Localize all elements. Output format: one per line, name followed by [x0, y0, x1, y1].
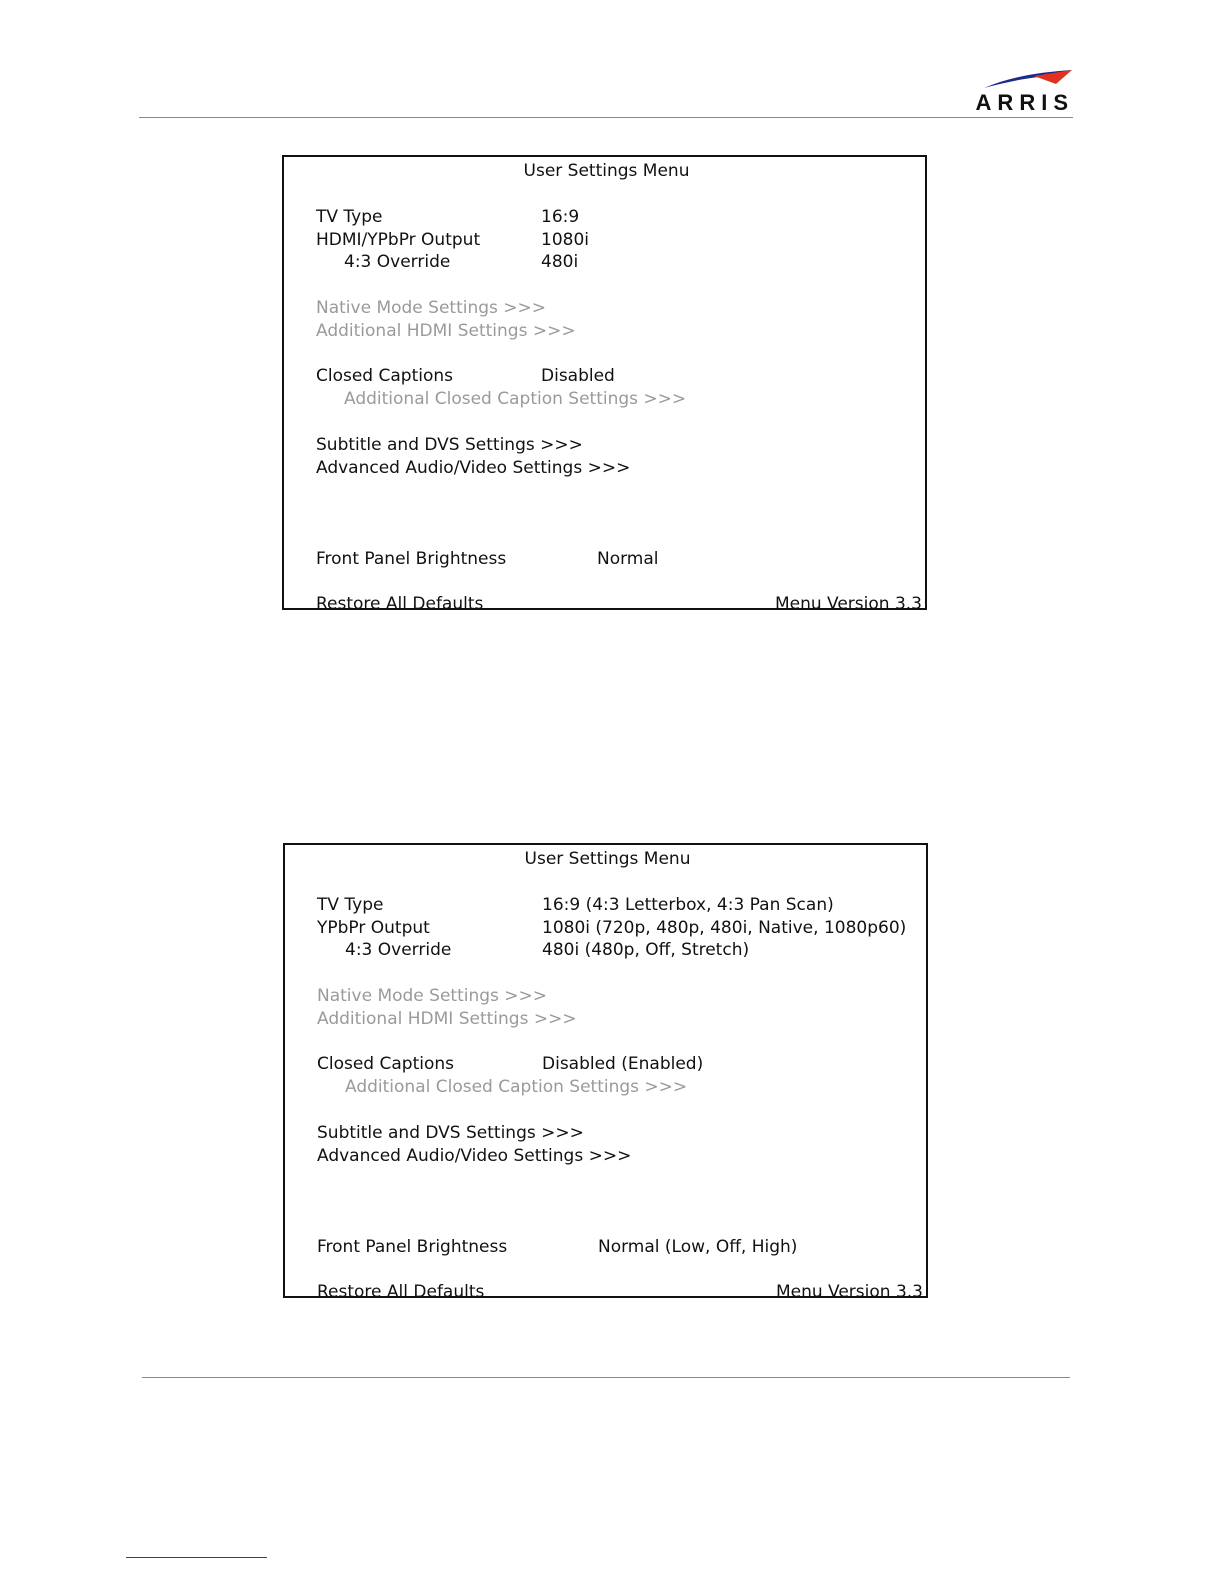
- output-label: HDMI/YPbPr Output: [316, 230, 481, 250]
- override-value: 480i: [541, 252, 579, 272]
- tv-type-value: 16:9: [541, 207, 580, 227]
- restore-defaults: Restore All Defaults: [316, 594, 484, 614]
- additional-cc-settings: Additional Closed Caption Settings >>>: [344, 389, 687, 409]
- header-rule: [139, 117, 1073, 118]
- swoosh-icon: [982, 68, 1074, 92]
- brightness-label: Front Panel Brightness: [317, 1237, 508, 1257]
- arris-logo: [956, 68, 1074, 114]
- logo-text: ARRIS: [975, 90, 1074, 115]
- user-settings-menu-options-screen: [283, 843, 928, 1302]
- restore-defaults: Restore All Defaults: [317, 1282, 485, 1302]
- closed-captions-value: Disabled (Enabled): [542, 1054, 704, 1074]
- menu-title: User Settings Menu: [523, 161, 690, 181]
- override-label: 4:3 Override: [345, 940, 452, 960]
- output-value: 1080i: [541, 230, 589, 250]
- additional-hdmi-settings: Additional HDMI Settings >>>: [316, 321, 576, 341]
- closed-captions-label: Closed Captions: [317, 1054, 455, 1074]
- advanced-av-settings: Advanced Audio/Video Settings >>>: [317, 1146, 632, 1166]
- brightness-value: Normal: [597, 549, 659, 569]
- tv-type-label: TV Type: [316, 207, 383, 227]
- additional-cc-settings: Additional Closed Caption Settings >>>: [345, 1077, 688, 1097]
- tv-type-label: TV Type: [317, 895, 384, 915]
- closed-captions-label: Closed Captions: [316, 366, 454, 386]
- brightness-label: Front Panel Brightness: [316, 549, 507, 569]
- native-mode-settings: Native Mode Settings >>>: [317, 986, 548, 1006]
- user-settings-menu-screen: [282, 155, 927, 614]
- footer-link-underline[interactable]: [126, 1557, 267, 1558]
- tv-type-value: 16:9 (4:3 Letterbox, 4:3 Pan Scan): [542, 895, 834, 915]
- closed-captions-value: Disabled: [541, 366, 615, 386]
- override-label: 4:3 Override: [344, 252, 451, 272]
- output-value: 1080i (720p, 480p, 480i, Native, 1080p60): [542, 918, 907, 938]
- menu-version: Menu Version 3.3: [775, 1282, 923, 1302]
- subtitle-dvs-settings: Subtitle and DVS Settings >>>: [316, 435, 583, 455]
- native-mode-settings: Native Mode Settings >>>: [316, 298, 547, 318]
- output-label: YPbPr Output: [317, 918, 430, 938]
- override-value: 480i (480p, Off, Stretch): [542, 940, 750, 960]
- footer-rule: [142, 1377, 1070, 1378]
- brightness-value: Normal (Low, Off, High): [598, 1237, 798, 1257]
- additional-hdmi-settings: Additional HDMI Settings >>>: [317, 1009, 577, 1029]
- subtitle-dvs-settings: Subtitle and DVS Settings >>>: [317, 1123, 584, 1143]
- menu-version: Menu Version 3.3: [774, 594, 922, 614]
- menu-title: User Settings Menu: [524, 849, 691, 869]
- advanced-av-settings: Advanced Audio/Video Settings >>>: [316, 458, 631, 478]
